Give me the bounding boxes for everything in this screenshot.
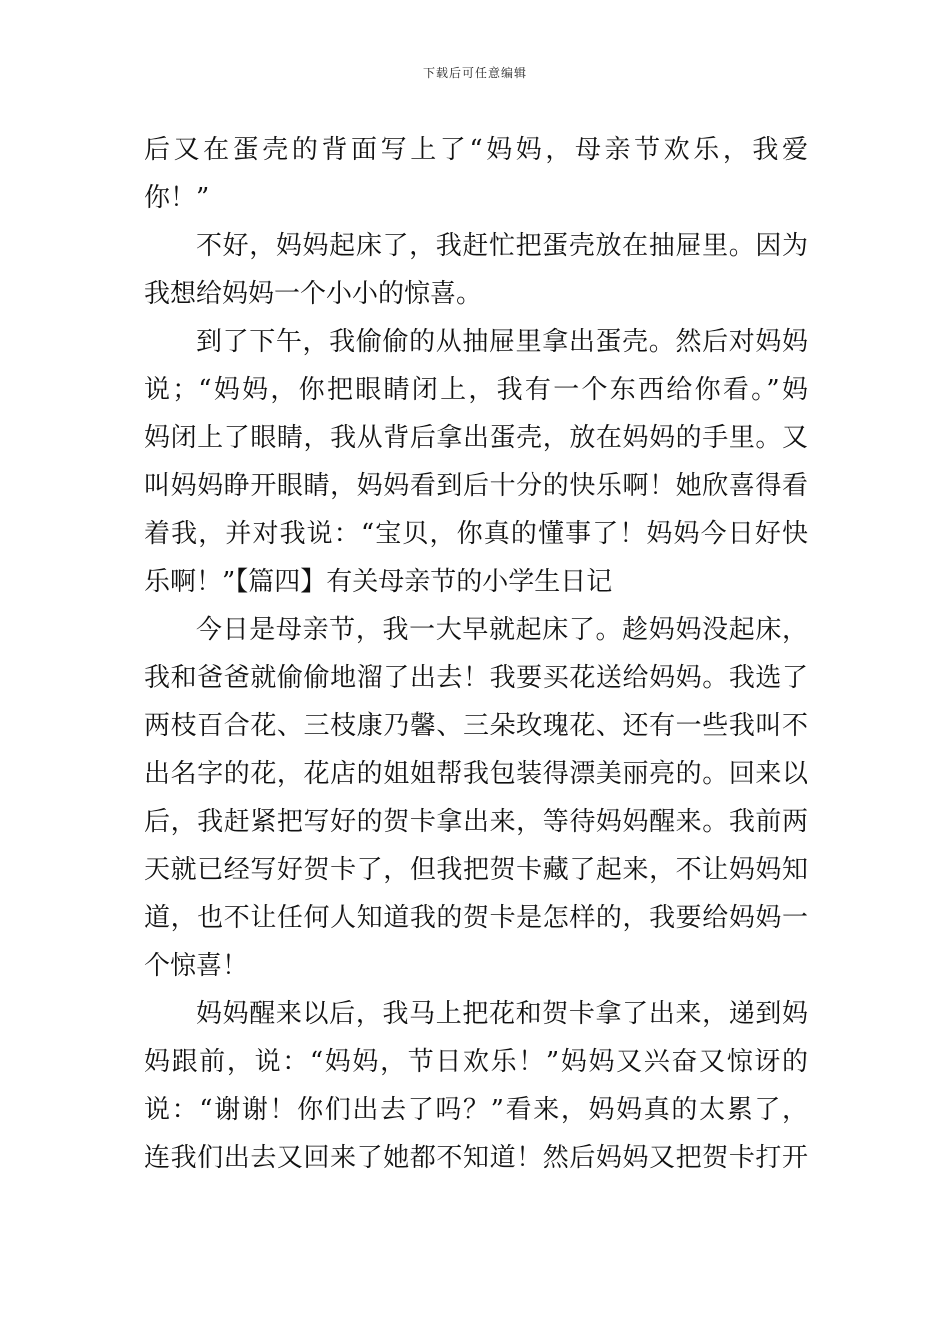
text-line: 妈妈醒来以后，我马上把花和贺卡拿了出来，递到妈 bbox=[196, 999, 808, 1029]
text-line: 说：“谢谢！你们出去了吗？”看来，妈妈真的太累了， bbox=[144, 1095, 808, 1125]
text-line: 你！” bbox=[144, 183, 210, 213]
text-line: 乐啊！”【篇四】有关母亲节的小学生日记 bbox=[144, 567, 613, 597]
text-line: 个惊喜！ bbox=[144, 951, 249, 981]
text-line: 天就已经写好贺卡了，但我把贺卡藏了起来，不让妈妈知 bbox=[144, 855, 808, 885]
text-line: 我和爸爸就偷偷地溜了出去！我要买花送给妈妈。我选了 bbox=[144, 663, 808, 693]
text-line: 我想给妈妈一个小小的惊喜。 bbox=[144, 279, 483, 309]
text-line: 两枝百合花、三枝康乃馨、三朵玫瑰花、还有一些我叫不 bbox=[144, 711, 808, 741]
text-line: 着我，并对我说：“宝贝，你真的懂事了！妈妈今日好快 bbox=[144, 519, 808, 549]
text-line: 不好，妈妈起床了，我赶忙把蛋壳放在抽屉里。因为 bbox=[196, 231, 808, 261]
text-line: 到了下午，我偷偷的从抽屉里拿出蛋壳。然后对妈妈 bbox=[196, 327, 808, 357]
text-line: 连我们出去又回来了她都不知道！然后妈妈又把贺卡打开 bbox=[144, 1143, 808, 1173]
text-line: 今日是母亲节，我一大早就起床了。趁妈妈没起床， bbox=[196, 615, 808, 645]
text-line: 说；“妈妈，你把眼睛闭上，我有一个东西给你看。”妈 bbox=[144, 375, 808, 405]
text-line: 妈跟前，说：“妈妈，节日欢乐！”妈妈又兴奋又惊讶的 bbox=[144, 1047, 808, 1077]
text-line: 后，我赶紧把写好的贺卡拿出来，等待妈妈醒来。我前两 bbox=[144, 807, 808, 837]
text-line: 后又在蛋壳的背面写上了“妈妈，母亲节欢乐，我爱 bbox=[144, 135, 808, 165]
text-line: 叫妈妈睁开眼睛，妈妈看到后十分的快乐啊！她欣喜得看 bbox=[144, 471, 808, 501]
body-text bbox=[144, 126, 808, 1182]
page-header: 下载后可任意编辑 bbox=[422, 66, 527, 80]
text-line: 妈闭上了眼睛，我从背后拿出蛋壳，放在妈妈的手里。又 bbox=[144, 423, 808, 453]
text-line: 出名字的花，花店的姐姐帮我包装得漂美丽亮的。回来以 bbox=[144, 759, 808, 789]
text-line: 道，也不让任何人知道我的贺卡是怎样的，我要给妈妈一 bbox=[144, 903, 808, 933]
